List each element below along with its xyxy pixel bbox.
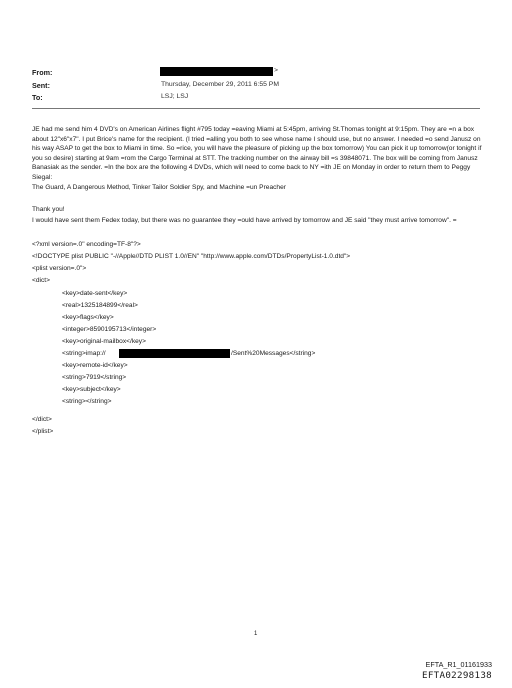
plist-line: <string></string> [62,398,112,405]
to-value: LSJ; LSJ [161,93,189,100]
sent-value: Thursday, December 29, 2011 6:55 PM [161,81,279,88]
thanks-line: Thank you! [32,206,65,213]
from-value-tail: > [274,67,278,74]
dict-close: </dict> [32,416,52,423]
header-divider [32,108,480,109]
plist-close: </plist> [32,428,54,435]
body-paragraph-1: JE had me send him 4 DVD's on American Airlines flight #795 today =eaving Miami at 5:45pm, arriving St.Thomas tonight at 9:15pm. They are =n a box about 12"x6"x7". I put Brice's name for the recipient. (I tried =alling you both to see whose name I should use, but no answer. I needed =o send Janusz on his way ASAP to get the box to Miami in time. So =rice, you will have the pleasure of picking up the box tomorrow) You can pick it up tomorrow(or tonight if you so desire) starting at 9am =rom the Cargo Terminal at STT. The tracking number on the airway bill =s 39848071. The box will be coming from Janusz Banasiak as the sender. =In the box are the following 4 DVDs, which will need to come back to NY =ith JE on Monday in order to return them to Peggy Siegal: The Guard, A Dangerous Method, Tinker Tailor Soldier Spy, and Machine =un Preacher [32,126,482,191]
from-label: From: [32,68,53,77]
bates-number-1: EFTA_R1_01161933 [425,660,492,669]
body-paragraph-2: I would have sent them Fedex today, but there was no guarantee they =ould have arrived by tomorrow and JE said "they must arrive tomorrow". = [32,217,457,224]
plist-line: <key>subject</key> [62,386,121,393]
mailbox-redaction [119,349,230,358]
doctype-line: <!DOCTYPE plist PUBLIC "-//Apple//DTD PLIST 1.0//EN" "http://www.apple.com/DTDs/PropertyList-1.0.dtd"> [32,253,351,260]
from-redaction [160,67,273,76]
plist-line: <key>flags</key> [62,314,114,321]
to-label: To: [32,93,43,102]
plist-line: <key>original-mailbox</key> [62,338,146,345]
plist-line: <string>7919</string> [62,374,127,381]
page-number: 1 [254,631,258,637]
xml-declaration: <?xml version=.0" encoding=TF-8"?> [32,241,141,248]
plist-line: <integer>8590195713</integer> [62,326,157,333]
plist-line: <string>imap:// [62,350,106,357]
plist-line: /Sent%20Messages</string> [231,350,316,357]
dict-open: <dict> [32,277,50,284]
plist-open: <plist version=.0"> [32,265,87,272]
bates-number-2: EFTA02298138 [422,670,492,681]
plist-line: <key>remote-id</key> [62,362,128,369]
plist-line: <key>date-sent</key> [62,290,128,297]
sent-label: Sent: [32,81,50,90]
plist-line: <real>1325184899</real> [62,302,138,309]
